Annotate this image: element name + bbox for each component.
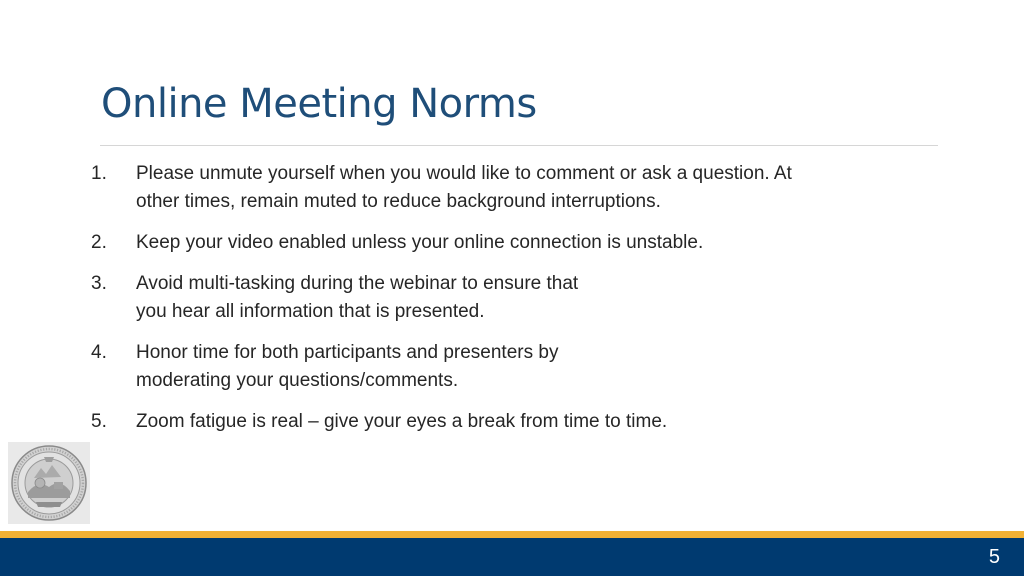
footer-accent-strip — [0, 531, 1024, 538]
page-number: 5 — [988, 546, 1000, 568]
norms-list — [91, 160, 911, 449]
norm-text: Keep your video enabled unless your online connection is unstable. — [136, 232, 704, 253]
norm-item-5 — [91, 408, 911, 436]
state-seal-icon — [8, 442, 90, 524]
norm-text: Please unmute yourself when you would like to comment or ask a question. At other times, remain muted to reduce background interruptions. — [136, 163, 792, 212]
norm-item-2 — [91, 229, 911, 257]
norm-text: Zoom fatigue is real – give your eyes a break from time to time. — [136, 411, 668, 432]
title-divider — [100, 145, 938, 146]
norm-text: Avoid multi-tasking during the webinar to ensure that you hear all information that is presented. — [136, 273, 579, 322]
norm-number: 4. — [91, 342, 107, 363]
norm-number: 1. — [91, 163, 107, 184]
footer-bar — [0, 538, 1024, 576]
slide-title: Online Meeting Norms — [101, 81, 537, 127]
seal-graphic — [8, 442, 90, 524]
norm-number: 3. — [91, 273, 107, 294]
norm-item-1 — [91, 160, 911, 216]
norm-text: Honor time for both participants and presenters by moderating your questions/comments. — [136, 342, 559, 391]
norm-item-4 — [91, 339, 911, 395]
norm-number: 2. — [91, 232, 107, 253]
norm-number: 5. — [91, 411, 107, 432]
norm-item-3 — [91, 270, 911, 326]
